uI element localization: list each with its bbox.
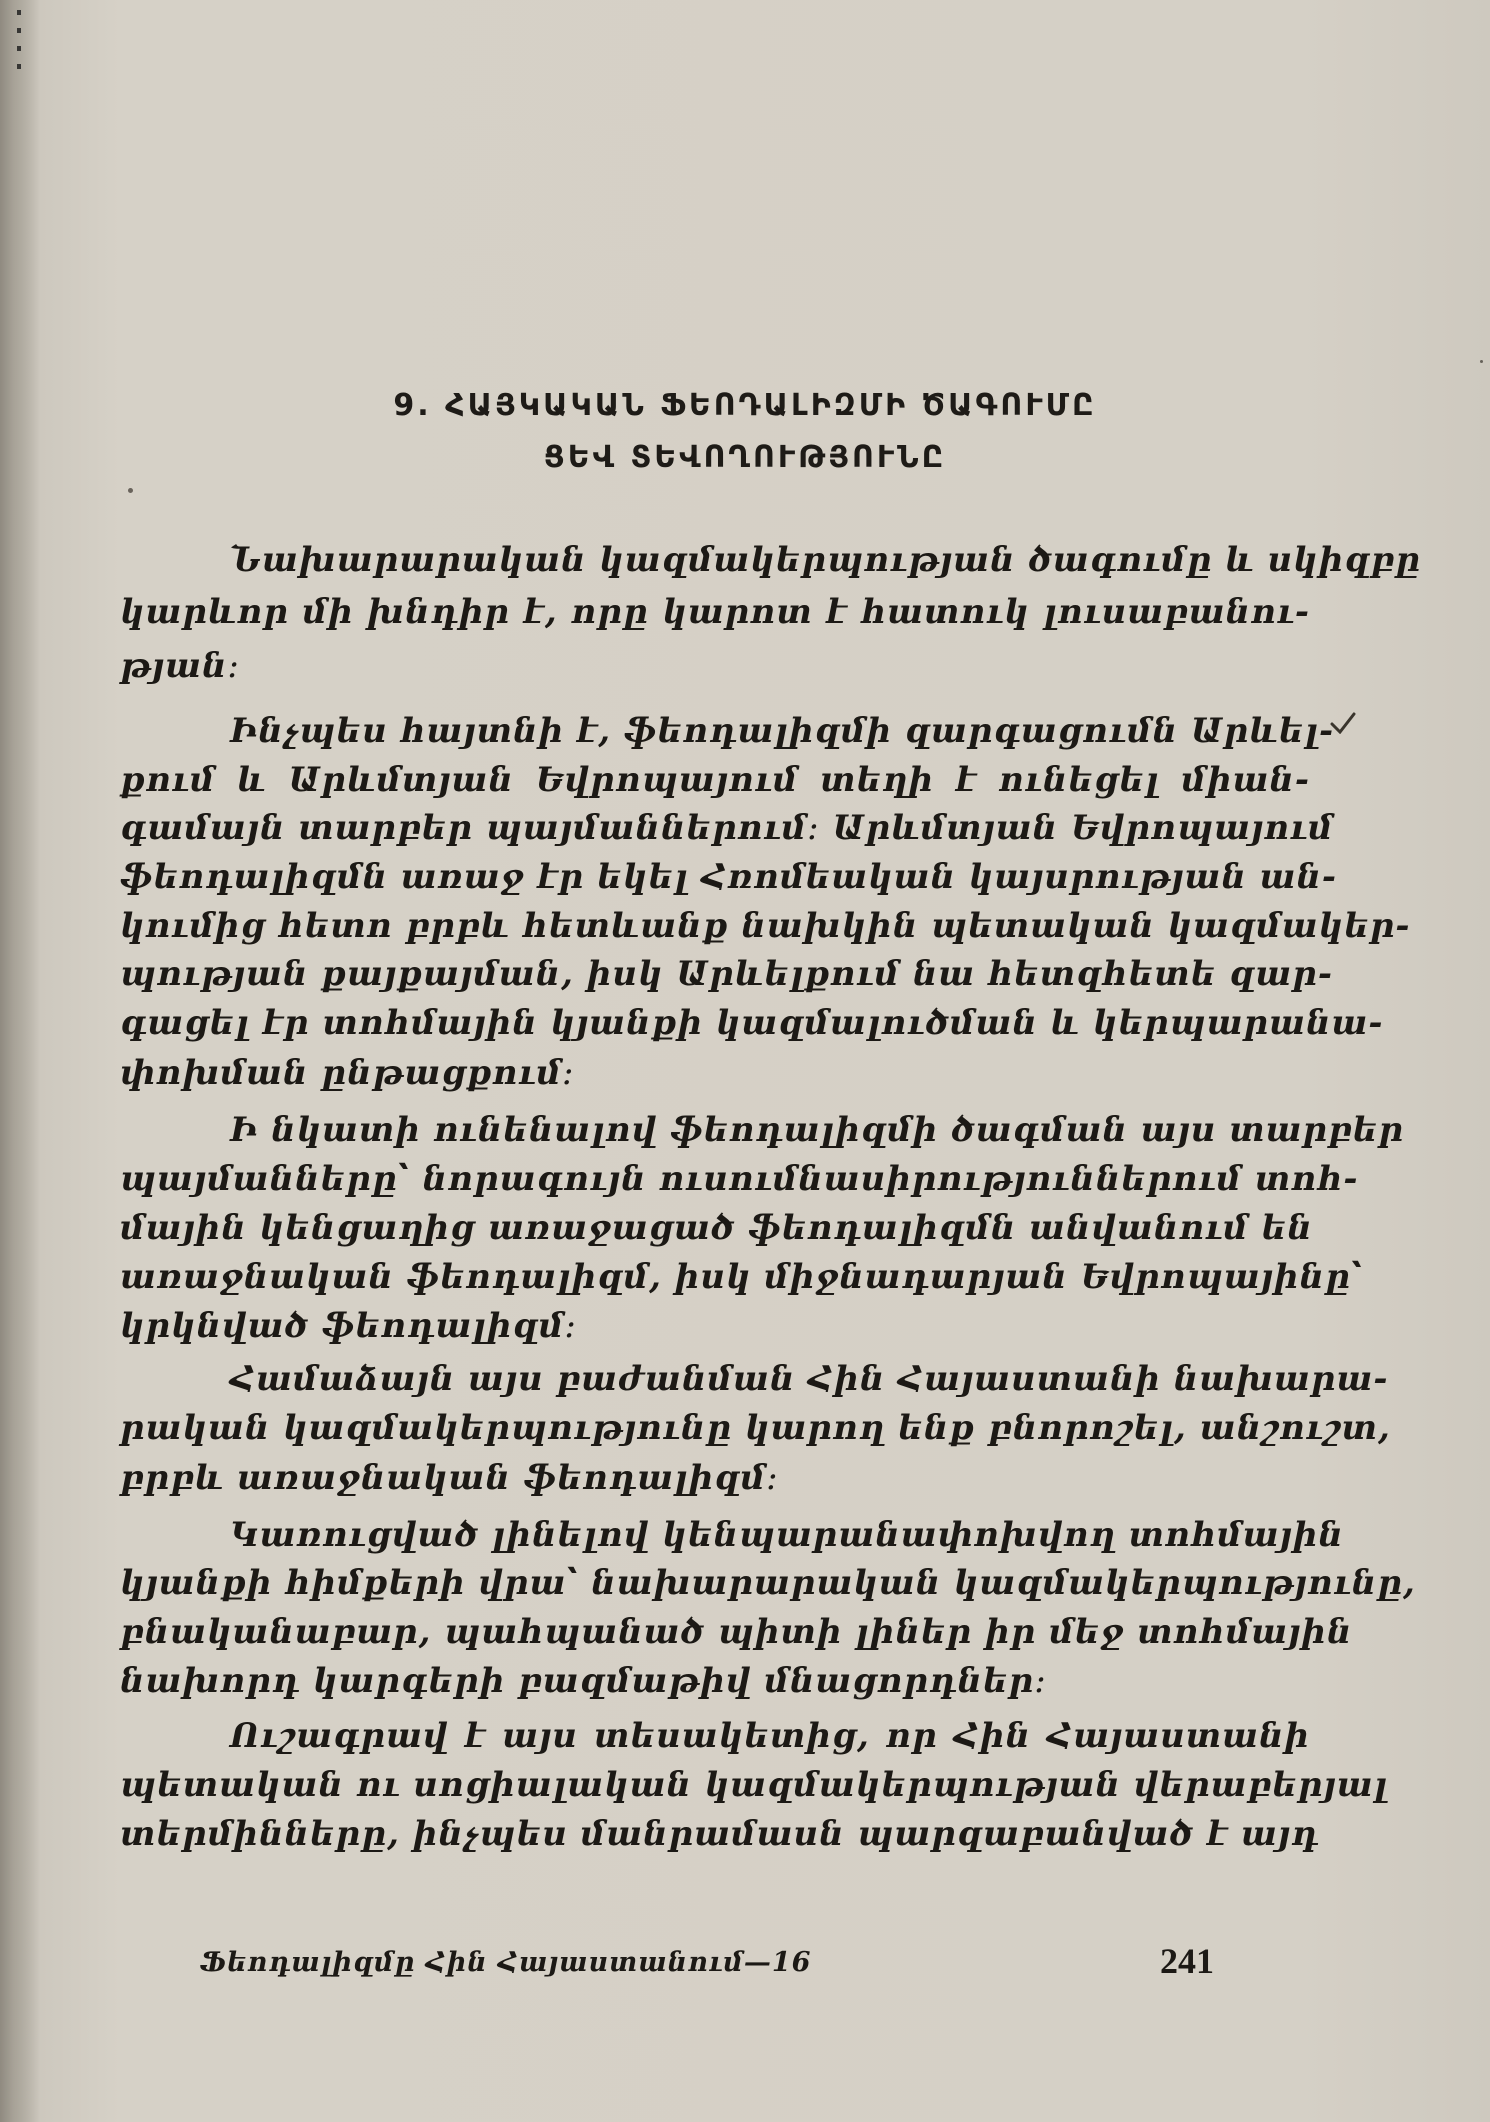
body-line: բնականաբար, պահպանած պիտի լիներ իր մեջ տոհմային — [120, 1612, 1353, 1652]
body-line: Ի նկատի ունենալով ֆեոդալիզմի ծագման այս տարբեր — [230, 1110, 1405, 1150]
pencil-check-mark — [1330, 712, 1356, 734]
book-spine-shadow — [0, 0, 40, 2122]
body-line: պության քայքայման, իսկ Արևելքում նա հետզհետե զար- — [120, 954, 1333, 994]
body-line: գացել էր տոհմային կյանքի կազմալուծման և կերպարանա- — [120, 1003, 1384, 1043]
paper-speck — [128, 488, 133, 493]
body-line: Նախարարական կազմակերպության ծագումը և սկիզբը — [230, 540, 1422, 580]
body-line: Կառուցված լինելով կենպարանափոխվող տոհմային — [230, 1515, 1344, 1555]
body-line: տերմինները, ինչպես մանրամասն պարզաբանված է այդ — [120, 1814, 1320, 1854]
body-line: րական կազմակերպությունը կարող ենք բնորոշել, անշուշտ, — [120, 1408, 1391, 1448]
body-line: կյանքի հիմքերի վրա՝ նախարարական կազմակերպությունը, — [120, 1563, 1416, 1603]
body-line: ֆեոդալիզմն առաջ էր եկել Հռոմեական կայսրության ան- — [120, 857, 1338, 897]
body-line: թյան։ — [120, 646, 240, 686]
body-line: բրբև առաջնական ֆեոդալիզմ։ — [120, 1458, 779, 1498]
binding-marks — [17, 10, 21, 70]
body-line: առաջնական ֆեոդալիզմ, իսկ միջնադարյան Եվրոպայինը՝ — [120, 1257, 1363, 1297]
page-number: 241 — [1160, 1941, 1214, 1981]
body-line: Համաձայն այս բաժանման Հին Հայաստանի նախարա- — [230, 1359, 1389, 1399]
chapter-heading-line-2: ՑԵՎ ՏԵՎՈՂՈՒԹՅՈՒՆԸ — [543, 440, 947, 475]
body-line: Ինչպես հայտնի է, ֆեոդալիզմի զարգացումն Արևել- — [230, 711, 1335, 751]
body-line: Ուշագրավ է այս տեսակետից, որ Հին Հայաստանի — [230, 1716, 1310, 1756]
footer-signature: Ֆեոդալիզմը Հին Հայաստանում—16 — [200, 1947, 812, 1978]
paper-speck — [1480, 360, 1483, 363]
body-line: պետական ու սոցիալական կազմակերպության վերաբերյալ — [120, 1765, 1389, 1805]
body-line: կումից հետո բրբև հետևանք նախկին պետական կազմակեր- — [120, 906, 1411, 946]
body-line: կարևոր մի խնդիր է, որը կարոտ է հատուկ լուսաբանու- — [120, 592, 1310, 632]
chapter-heading-line-1: 9. ՀԱՅԿԱԿԱՆ ՖԵՈԴԱԼԻԶՄԻ ԾԱԳՈՒՄԸ — [393, 388, 1097, 423]
body-line: գամայն տարբեր պայմաններում։ Արևմտյան Եվրոպայում — [120, 808, 1334, 848]
body-line: պայմանները՝ նորագույն ուսումնասիրություններում տոհ- — [120, 1159, 1359, 1199]
body-line: քում և Արևմտյան Եվրոպայում տեղի է ունեցել միան- — [120, 760, 1310, 800]
body-line: նախորդ կարգերի բազմաթիվ մնացորդներ։ — [120, 1661, 1047, 1701]
body-line: փոխման ընթացքում։ — [120, 1053, 575, 1093]
body-line: կրկնված ֆեոդալիզմ։ — [120, 1306, 577, 1346]
body-line: մային կենցաղից առաջացած ֆեոդալիզմն անվանում են — [120, 1208, 1313, 1248]
